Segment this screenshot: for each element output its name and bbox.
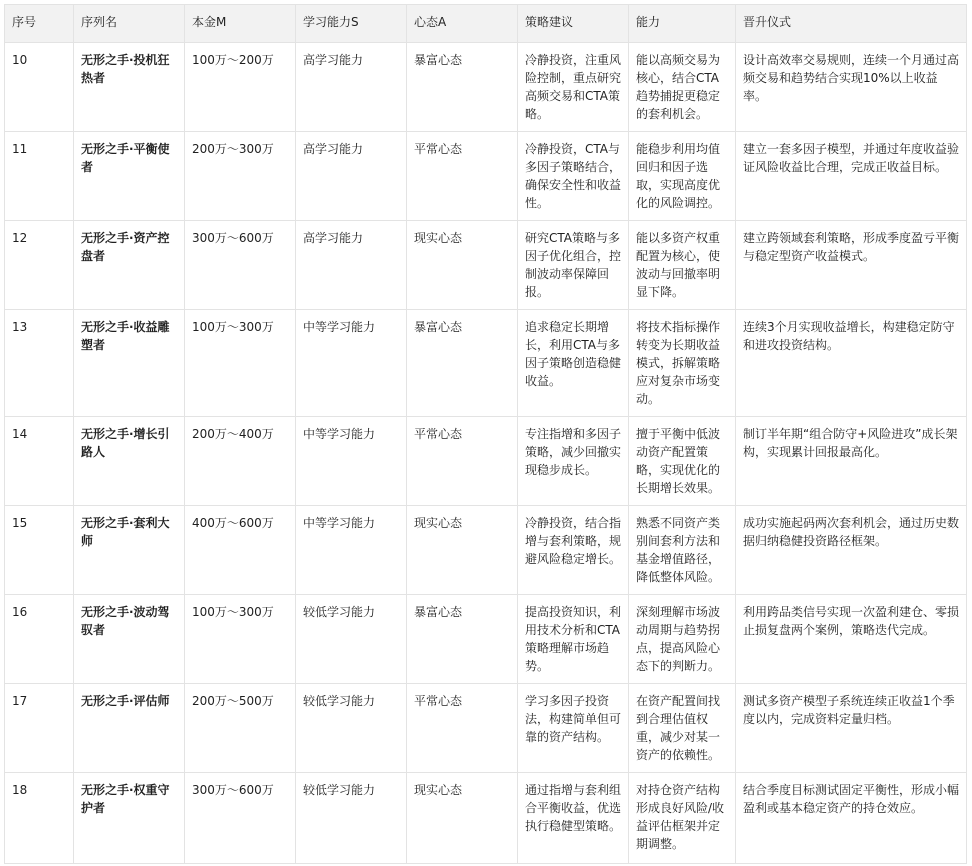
cell-strategy: 追求稳定长期增长，利用CTA与多因子策略创造稳健收益。	[518, 310, 629, 417]
cell-promotion: 利用跨品类信号实现一次盈利建仓、零损止损复盘两个案例，策略迭代完成。	[736, 595, 967, 684]
cell-promotion: 成功实施起码两次套利机会，通过历史数据归纳稳健投资路径框架。	[736, 506, 967, 595]
cell-learning: 高学习能力	[296, 221, 407, 310]
cell-capital: 300万～600万	[185, 773, 296, 864]
table-row	[5, 310, 967, 417]
cell-promotion: 建立跨领域套利策略，形成季度盈亏平衡与稳定型资产收益模式。	[736, 221, 967, 310]
cell-mindset: 平常心态	[407, 417, 518, 506]
header-capital: 本金M	[185, 5, 296, 43]
ranking-table	[4, 4, 967, 864]
cell-mindset: 暴富心态	[407, 43, 518, 132]
cell-ability: 在资产配置间找到合理估值权重，减少对某一资产的依赖性。	[629, 684, 736, 773]
header-promotion: 晋升仪式	[736, 5, 967, 43]
cell-ability: 将技术指标操作转变为长期收益模式，拆解策略应对复杂市场变动。	[629, 310, 736, 417]
cell-ability: 深刻理解市场波动周期与趋势拐点，提高风险心态下的判断力。	[629, 595, 736, 684]
cell-ability: 擅于平衡中低波动资产配置策略，实现优化的长期增长效果。	[629, 417, 736, 506]
cell-strategy: 冷静投资，CTA与多因子策略结合，确保安全性和收益性。	[518, 132, 629, 221]
table-row	[5, 43, 967, 132]
cell-name: 无形之手·平衡使者	[74, 132, 185, 221]
table-row	[5, 773, 967, 864]
header-strategy: 策略建议	[518, 5, 629, 43]
header-mindset: 心态A	[407, 5, 518, 43]
cell-mindset: 暴富心态	[407, 595, 518, 684]
cell-strategy: 研究CTA策略与多因子优化组合，控制波动率保障回报。	[518, 221, 629, 310]
cell-promotion: 建立一套多因子模型，并通过年度收益验证风险收益比合理，完成正收益目标。	[736, 132, 967, 221]
header-no: 序号	[5, 5, 74, 43]
cell-no: 10	[5, 43, 74, 132]
cell-ability: 能稳步利用均值回归和因子选取，实现高度优化的风险调控。	[629, 132, 736, 221]
cell-mindset: 现实心态	[407, 506, 518, 595]
cell-name: 无形之手·资产控盘者	[74, 221, 185, 310]
cell-name: 无形之手·套利大师	[74, 506, 185, 595]
cell-name: 无形之手·权重守护者	[74, 773, 185, 864]
cell-learning: 中等学习能力	[296, 417, 407, 506]
header-name: 序列名	[74, 5, 185, 43]
cell-learning: 中等学习能力	[296, 506, 407, 595]
cell-promotion: 结合季度目标测试固定平衡性，形成小幅盈利或基本稳定资产的持仓效应。	[736, 773, 967, 864]
cell-strategy: 提高投资知识，利用技术分析和CTA策略理解市场趋势。	[518, 595, 629, 684]
cell-name: 无形之手·评估师	[74, 684, 185, 773]
cell-learning: 较低学习能力	[296, 684, 407, 773]
cell-mindset: 平常心态	[407, 132, 518, 221]
cell-name: 无形之手·投机狂热者	[74, 43, 185, 132]
cell-no: 15	[5, 506, 74, 595]
cell-ability: 能以高频交易为核心，结合CTA趋势捕捉更稳定的套利机会。	[629, 43, 736, 132]
table-row	[5, 221, 967, 310]
cell-no: 14	[5, 417, 74, 506]
cell-capital: 100万～200万	[185, 43, 296, 132]
table-row	[5, 684, 967, 773]
cell-promotion: 设计高效率交易规则，连续一个月通过高频交易和趋势结合实现10%以上收益率。	[736, 43, 967, 132]
cell-learning: 较低学习能力	[296, 773, 407, 864]
cell-name: 无形之手·增长引路人	[74, 417, 185, 506]
cell-promotion: 制订半年期“组合防守+风险进攻”成长架构，实现累计回报最高化。	[736, 417, 967, 506]
cell-name: 无形之手·收益雕塑者	[74, 310, 185, 417]
cell-promotion: 连续3个月实现收益增长，构建稳定防守和进攻投资结构。	[736, 310, 967, 417]
cell-no: 17	[5, 684, 74, 773]
table-row	[5, 595, 967, 684]
cell-strategy: 学习多因子投资法，构建简单但可靠的资产结构。	[518, 684, 629, 773]
cell-strategy: 通过指增与套利组合平衡收益，优选执行稳健型策略。	[518, 773, 629, 864]
cell-no: 12	[5, 221, 74, 310]
cell-capital: 200万～300万	[185, 132, 296, 221]
cell-strategy: 专注指增和多因子策略，减少回撤实现稳步成长。	[518, 417, 629, 506]
cell-capital: 200万～500万	[185, 684, 296, 773]
cell-capital: 200万～400万	[185, 417, 296, 506]
cell-no: 13	[5, 310, 74, 417]
cell-promotion: 测试多资产模型子系统连续正收益1个季度以内，完成资料定量归档。	[736, 684, 967, 773]
table-row	[5, 417, 967, 506]
cell-capital: 100万～300万	[185, 310, 296, 417]
cell-capital: 400万～600万	[185, 506, 296, 595]
cell-learning: 高学习能力	[296, 132, 407, 221]
table-row	[5, 132, 967, 221]
cell-ability: 熟悉不同资产类别间套利方法和基金增值路径，降低整体风险。	[629, 506, 736, 595]
cell-mindset: 平常心态	[407, 684, 518, 773]
cell-no: 16	[5, 595, 74, 684]
cell-no: 11	[5, 132, 74, 221]
header-learning: 学习能力S	[296, 5, 407, 43]
header-row	[5, 5, 967, 43]
table-row	[5, 506, 967, 595]
cell-name: 无形之手·波动驾驭者	[74, 595, 185, 684]
cell-ability: 能以多资产权重配置为核心，使波动与回撤率明显下降。	[629, 221, 736, 310]
cell-learning: 中等学习能力	[296, 310, 407, 417]
cell-mindset: 现实心态	[407, 221, 518, 310]
cell-ability: 对持仓资产结构形成良好风险/收益评估框架并定期调整。	[629, 773, 736, 864]
cell-learning: 较低学习能力	[296, 595, 407, 684]
cell-mindset: 现实心态	[407, 773, 518, 864]
header-ability: 能力	[629, 5, 736, 43]
cell-mindset: 暴富心态	[407, 310, 518, 417]
cell-learning: 高学习能力	[296, 43, 407, 132]
cell-strategy: 冷静投资，结合指增与套利策略，规避风险稳定增长。	[518, 506, 629, 595]
cell-strategy: 冷静投资，注重风险控制，重点研究高频交易和CTA策略。	[518, 43, 629, 132]
cell-no: 18	[5, 773, 74, 864]
cell-capital: 100万～300万	[185, 595, 296, 684]
cell-capital: 300万～600万	[185, 221, 296, 310]
